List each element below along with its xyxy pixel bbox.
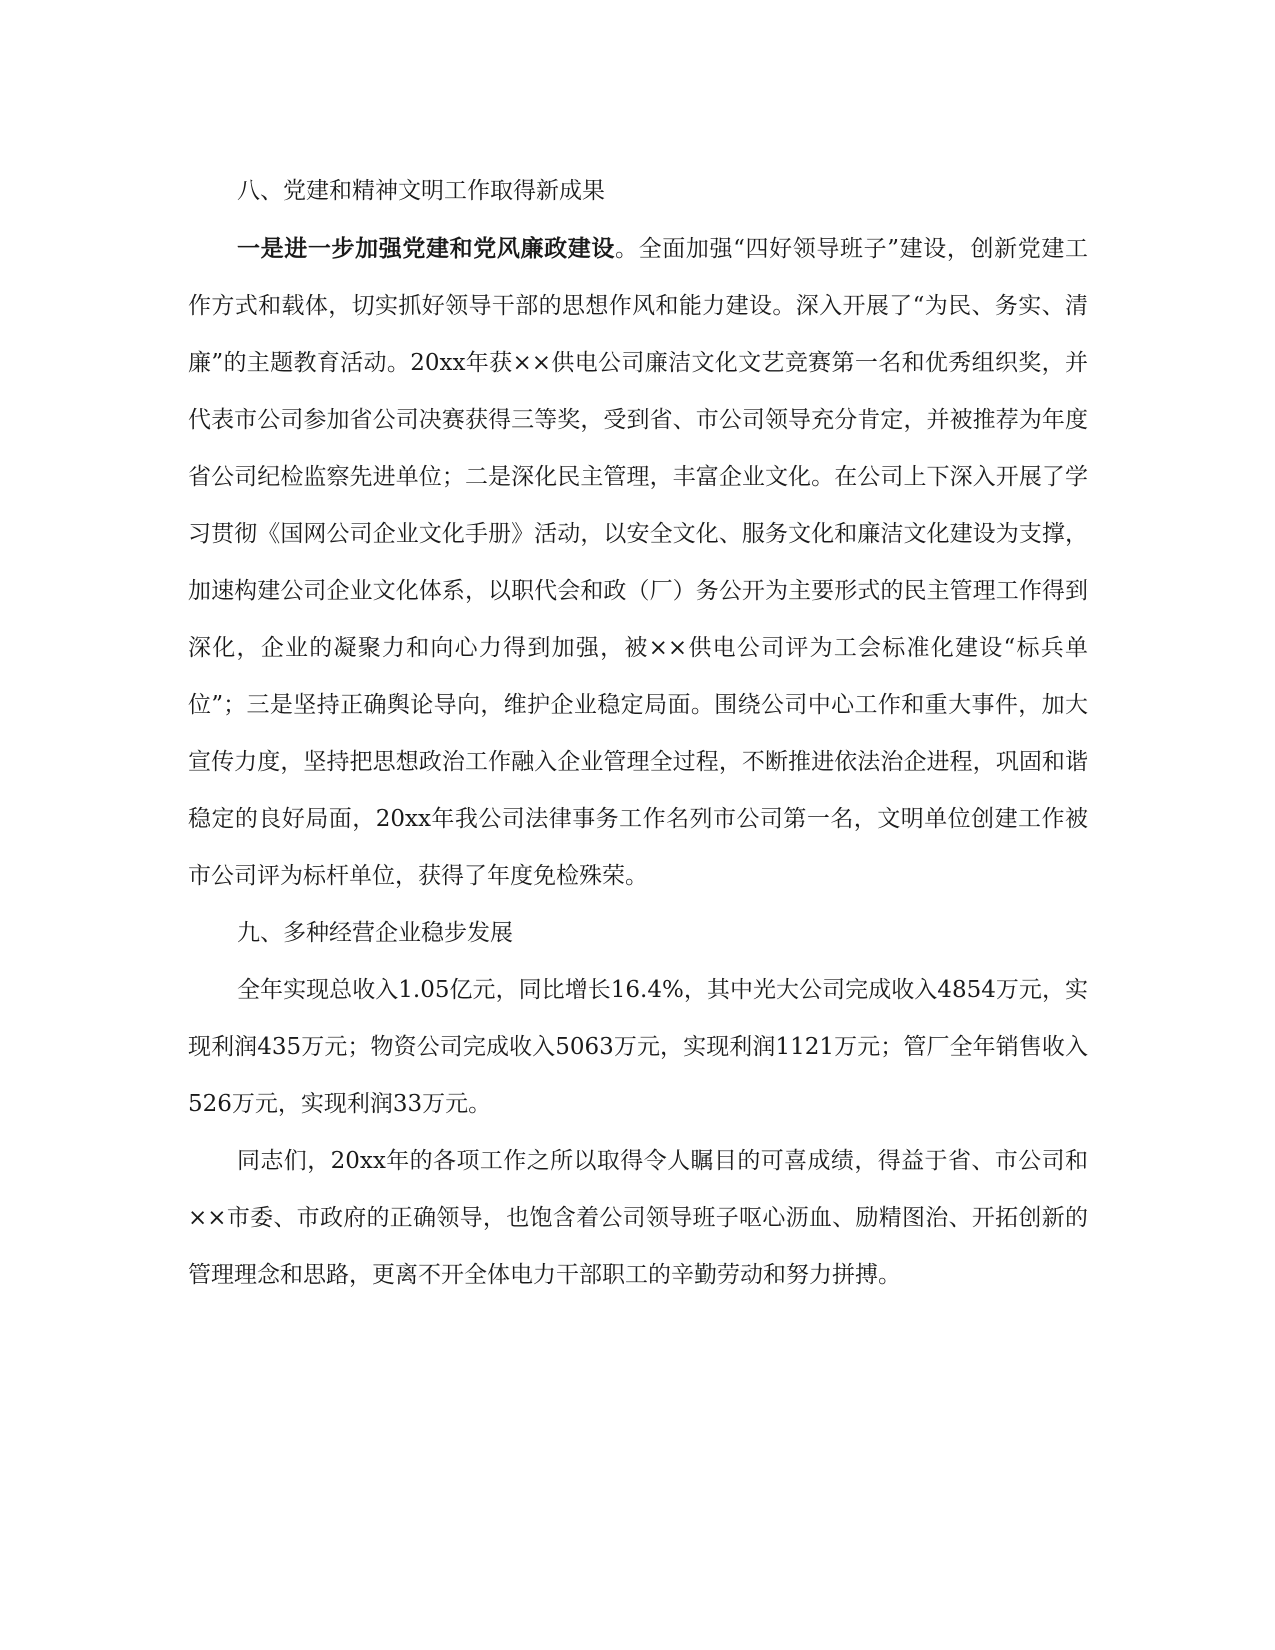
paragraph-lead-bold: 一是进一步加强党建和党风廉政建设 <box>237 235 615 262</box>
paragraph-party-building <box>188 220 1088 905</box>
paragraph-body-text: 。全面加强“四好领导班子”建设，创新党建工作方式和载体，切实抓好领导干部的思想作风和能力建设。深入开展了“为民、务实、清廉”的主题教育活动。20xx年获××供电公司廉洁文化文艺竞赛第一名和优秀组织奖，并代表市公司参加省公司决赛获得三等奖，受到省、市公司领导充分肯定，并被推荐为年度省公司纪检监察先进单位；二是深化民主管理，丰富企业文化。在公司上下深入开展了学习贯彻《国网公司企业文化手册》活动，以安全文化、服务文化和廉洁文化建设为支撑，加速构建公司企业文化体系，以职代会和政（厂）务公开为主要形式的民主管理工作得到深化，企业的凝聚力和向心力得到加强，被××供电公司评为工会标准化建设“标兵单位”；三是坚持正确舆论导向，维护企业稳定局面。围绕公司中心工作和重大事件，加大宣传力度，坚持把思想政治工作融入企业管理全过程，不断推进依法治企进程，巩固和谐稳定的良好局面，20xx年我公司法律事务工作名列市公司第一名，文明单位创建工作被市公司评为标杆单位，获得了年度免检殊荣。 <box>188 236 1088 889</box>
paragraph-revenue-summary: 全年实现总收入1.05亿元，同比增长16.4%，其中光大公司完成收入4854万元，实现利润435万元；物资公司完成收入5063万元，实现利润1121万元；管厂全年销售收入526万元，实现利润33万元。 <box>188 977 1088 1117</box>
section-heading-diversified-business: 九、多种经营企业稳步发展 <box>237 920 513 946</box>
document-page <box>188 163 1088 1304</box>
paragraph-closing-remarks: 同志们，20xx年的各项工作之所以取得令人瞩目的可喜成绩，得益于省、市公司和××市委、市政府的正确领导，也饱含着公司领导班子呕心沥血、励精图治、开拓创新的管理理念和思路，更离不开全体电力干部职工的辛勤劳动和努力拼搏。 <box>188 1148 1088 1288</box>
section-heading-party-building: 八、党建和精神文明工作取得新成果 <box>237 178 605 204</box>
